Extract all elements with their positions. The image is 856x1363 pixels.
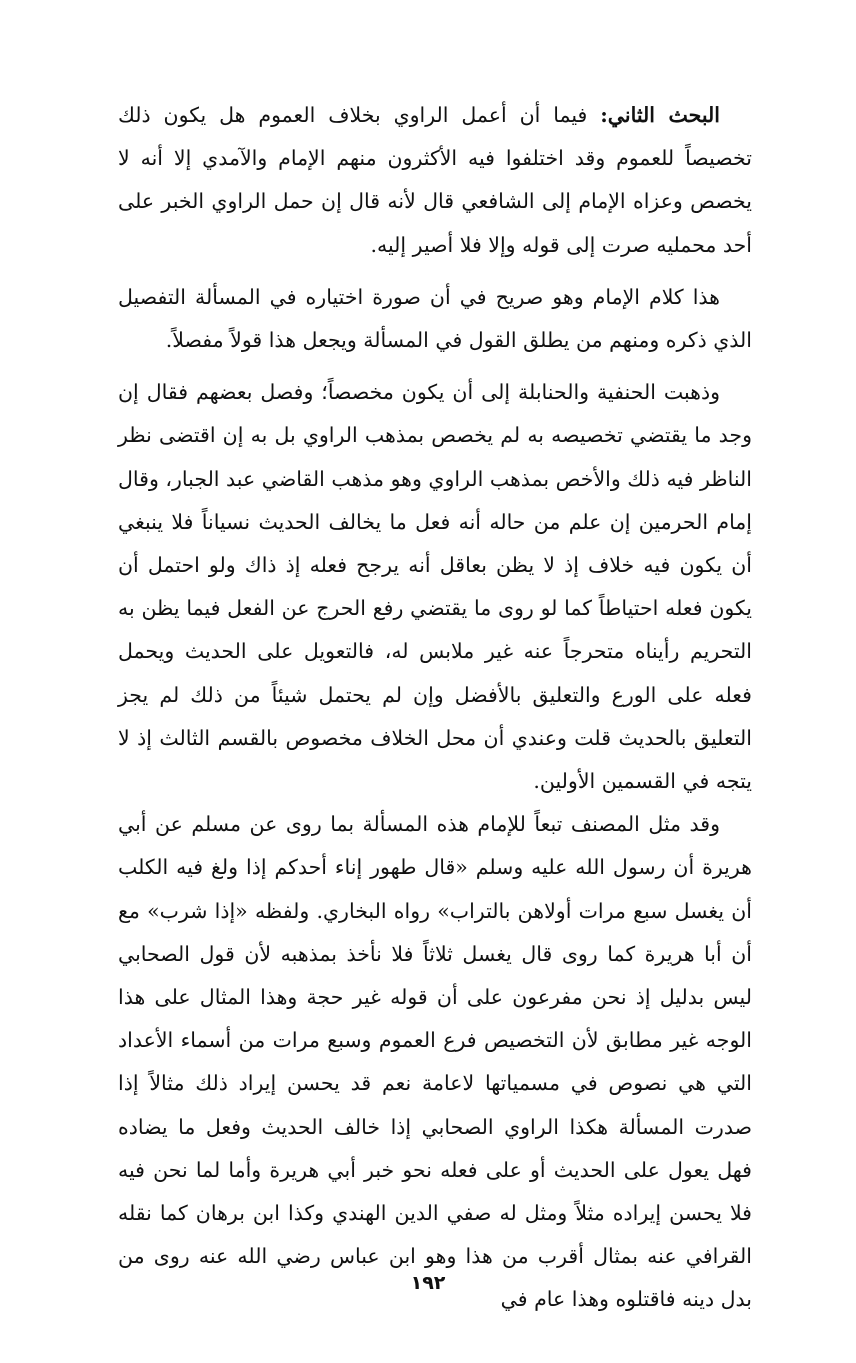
paragraph-text: وقد مثل المصنف تبعاً للإمام هذه المسألة بما روى عن مسلم عن أبي هريرة أن رسول الله عليه وسلم «قال طهور إناء أحدكم إذا ولغ فيه الكلب أن يغسل سبع مرات أولاهن بالتراب» رواه البخاري. ولفظه «إذا شرب» مع أن أبا هريرة كما روى قال يغسل ثلاثاً فلا نأخذ بمذهبه لأن قول الصحابي ليس بدليل إذ نحن مفرعون على أن قوله غير حجة وهذا المثال على هذا الوجه غير مطابق لأن التخصيص فرع العموم وسبع مرات من أسماء الأعداد التي هي نصوص في مسمياتها لاعامة نعم قد يحسن إيراد ذلك مثالاً إذا صدرت المسألة هكذا الراوي الصحابي إذا خالف الحديث وفعل ما يضاده فهل يعول على الحديث أو على فعله نحو خبر أبي هريرة وأما لما نحن فيه فلا يحسن إيراده مثلاً ومثل له صفي الدين الهندي وكذا ابن برهان كما نقله القرافي عنه بمثال أقرب من هذا وهو ابن عباس رضي الله عنه روى من بدل دينه فاقتلوه وهذا عام في [118, 812, 752, 1312]
paragraph-second-discussion [118, 94, 752, 267]
paragraph-text: هذا كلام الإمام وهو صريح في أن صورة اختياره في المسألة التفصيل الذي ذكره ومنهم من يطلق القول في المسألة ويجعل هذا قولاً مفصلاً. [118, 284, 752, 353]
paragraph-author-example [118, 803, 752, 1321]
page-number: ١٩٢ [410, 1272, 446, 1294]
paragraph-hanafi-hanbali [118, 371, 752, 803]
paragraph-text: فيما أن أعمل الراوي بخلاف العموم هل يكون ذلك تخصيصاً للعموم وقد اختلفوا فيه الأكثرون منهم الإمام والآمدي إلا أنه لا يخصص وعزاه الإمام إلى الشافعي قال لأنه قال إن حمل الراوي الخبر على أحد محمليه صرت إلى قوله وإلا فلا أصير إليه. [118, 103, 752, 257]
section-heading: البحث الثاني: [600, 103, 720, 127]
paragraph-imam-statement [118, 276, 752, 362]
page-body [118, 94, 752, 1322]
paragraph-text: وذهبت الحنفية والحنابلة إلى أن يكون مخصصاً؛ وفصل بعضهم فقال إن وجد ما يقتضي تخصيصه به لم يخصص بمذهب الراوي بل به إن اقتضى نظر الناظر فيه ذلك والأخص بمذهب الراوي وهو مذهب القاضي عبد الجبار، وقال إمام الحرمين إن علم من حاله أنه فعل ما يخالف الحديث نسياناً فلا ينبغي أن يكون فيه خلاف إذ لا يظن بعاقل أنه يرجح فعله إذ ذاك ولو احتمل أن يكون فعله احتياطاً كما لو روى ما يقتضي رفع الحرج عن الفعل فيما يظن به التحريم رأيناه متحرجاً عنه غير ملابس له، فالتعويل على الحديث ويحمل فعله على الورع والتعليق بالأفضل وإن لم يحتمل شيئاً من ذلك لم يجز التعليق بالحديث قلت وعندي أن محل الخلاف مخصوص بالقسم الثالث إذ لا يتجه في القسمين الأولين. [118, 380, 752, 794]
